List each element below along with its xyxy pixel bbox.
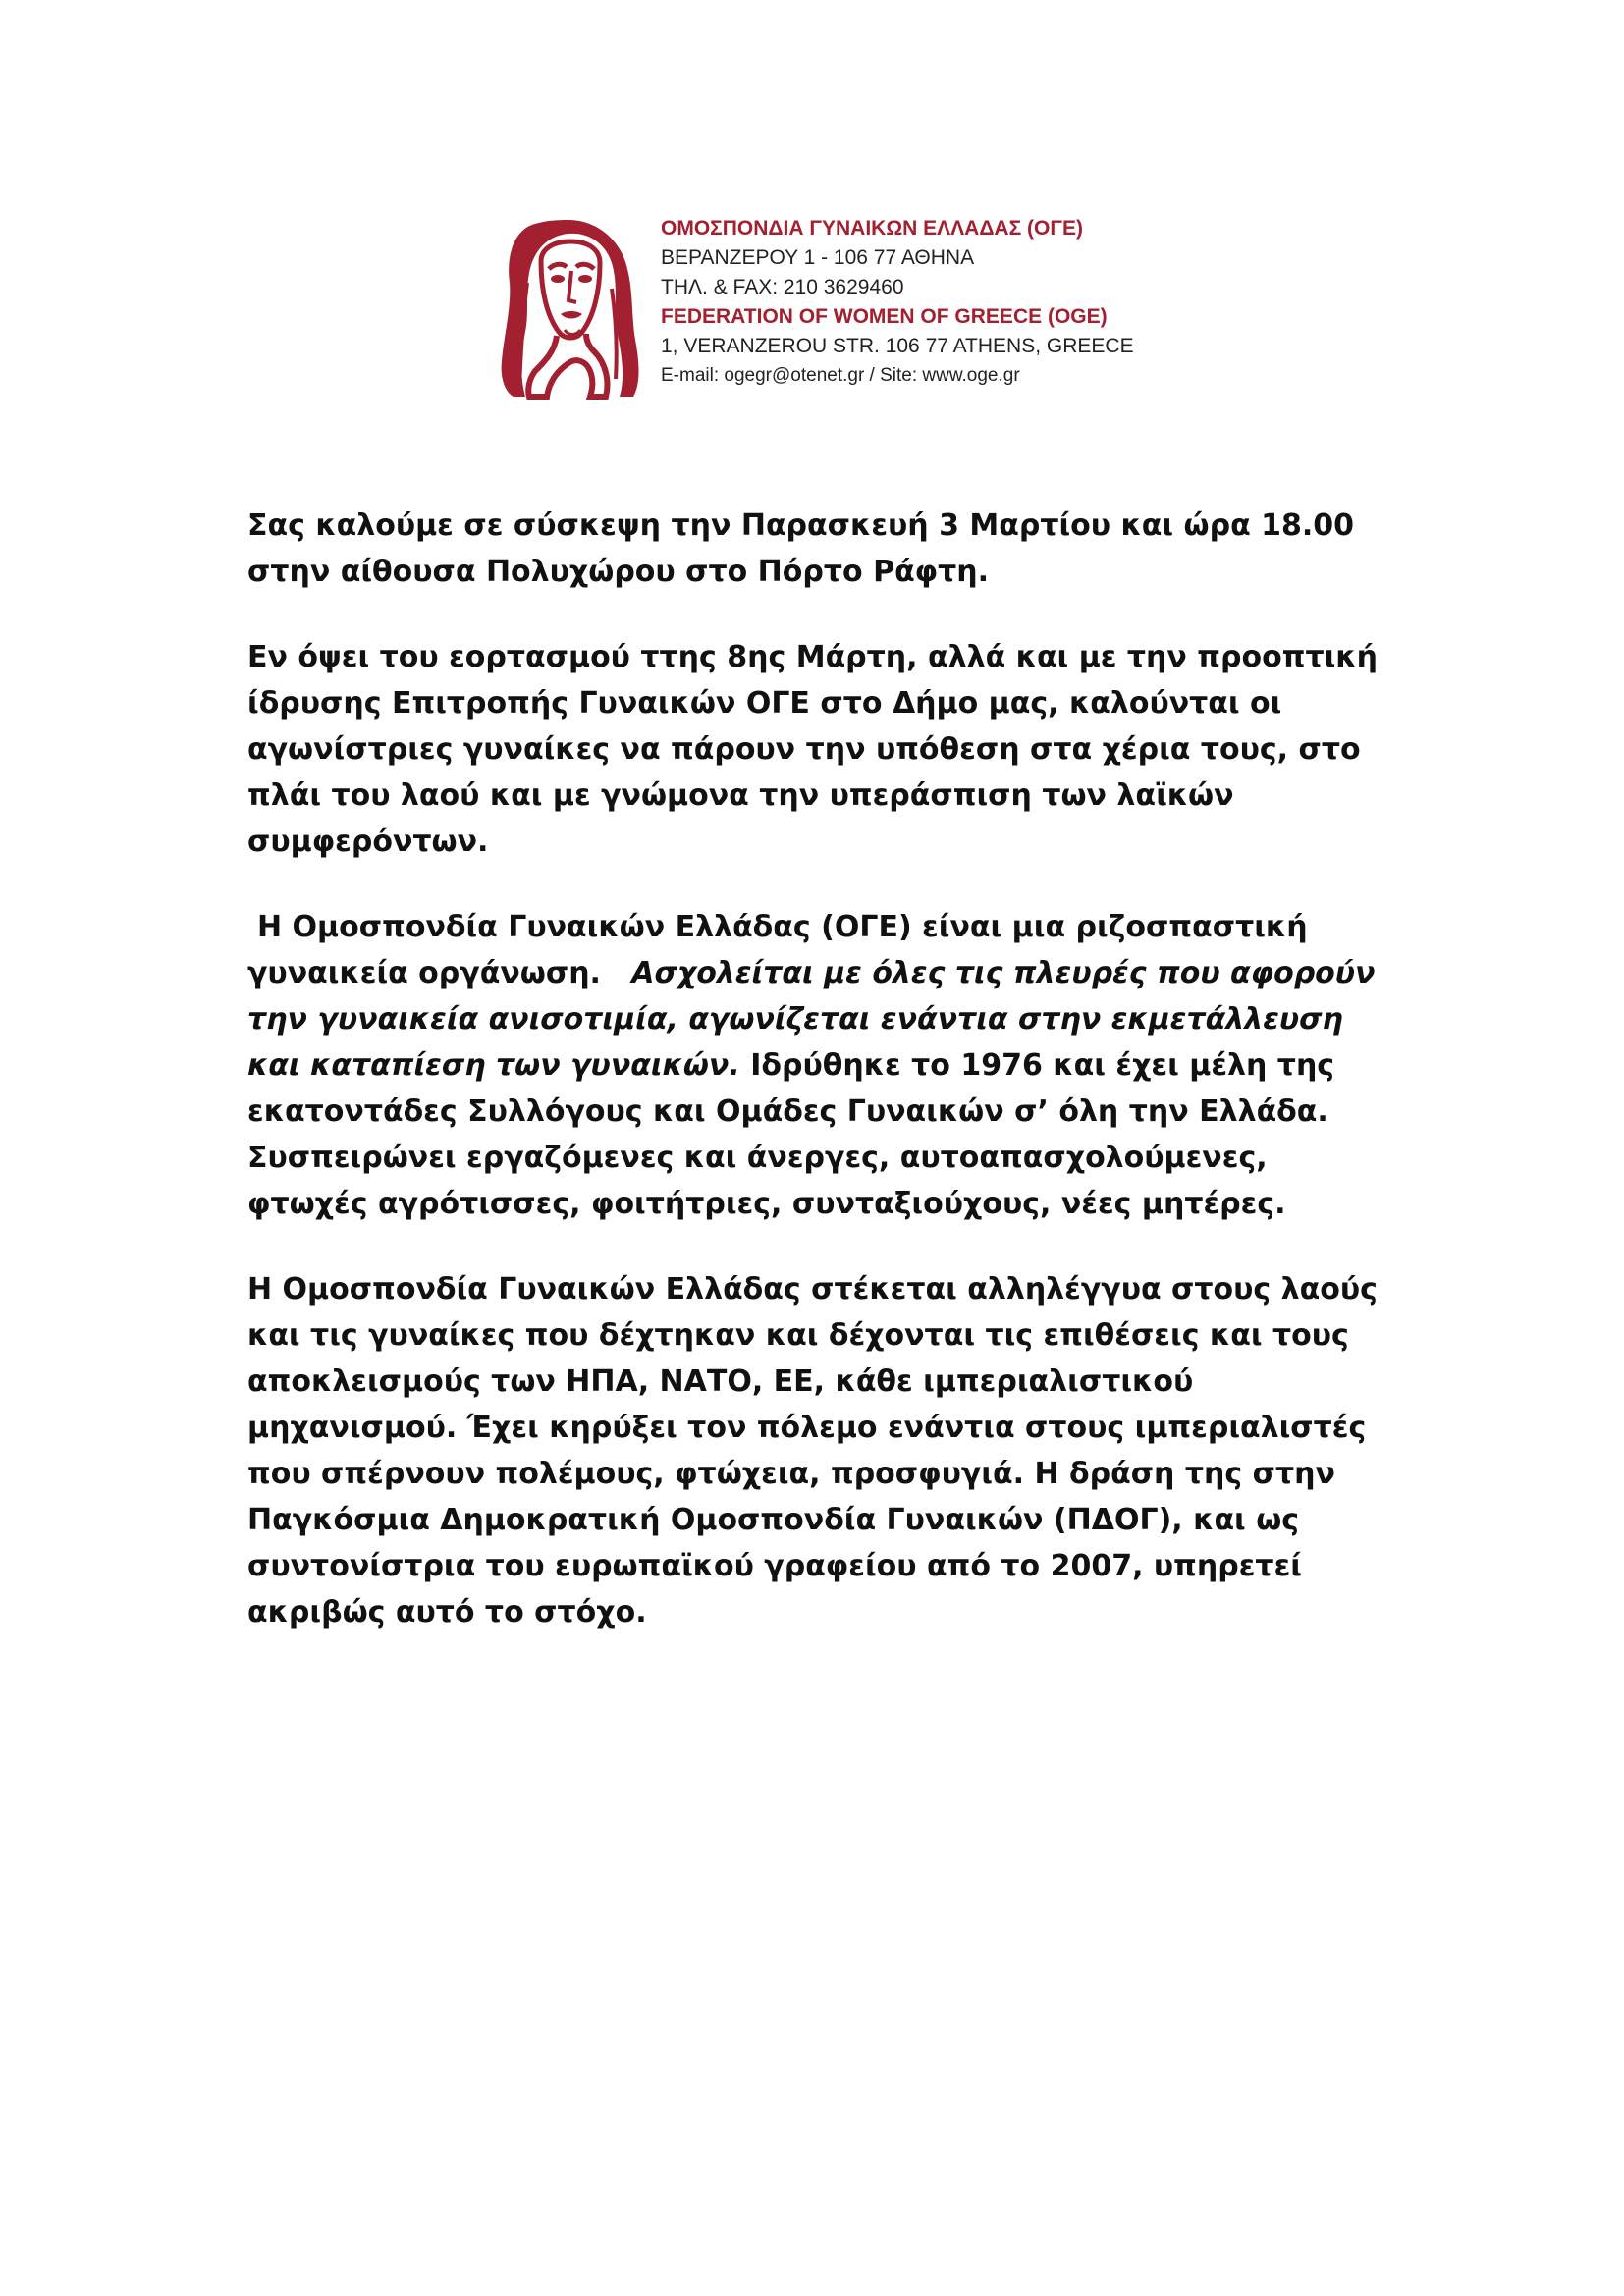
purpose-paragraph: Εν όψει του εορτασμού ττης 8ης Μάρτη, αλλά και με την προοπτική ίδρυσης Επιτροπής Γυναικών ΟΓΕ στο Δήμο μας, καλούνται οι αγωνίστριες γυναίκες να πάρουν την υπόθεση στα χέρια τους, στο πλάι του λαού και με γνώμονα την υπεράσπιση των λαϊκών συμφερόντων.: [247, 640, 1378, 859]
contact-info: E-mail: ogegr@otenet.gr / Site: www.oge.gr: [661, 365, 1020, 386]
woman-portrait-logo-icon: [496, 214, 643, 402]
phone-fax: ΤΗΛ. & FAX: 210 3629460: [661, 276, 904, 298]
about-oge-paragraph: [247, 904, 1386, 1227]
organization-info: [661, 214, 1171, 391]
about-oge-intro: Η Ομοσπονδία Γυναικών Ελλάδας (ΟΓΕ) είναι μια ριζοσπαστική γυναικεία οργάνωση.: [247, 910, 1308, 990]
letter-body: [247, 503, 1386, 1635]
org-name-greek: ΟΜΟΣΠΟΝΔΙΑ ΓΥΝΑΙΚΩΝ ΕΛΛΑΔΑΣ (ΟΓΕ): [661, 217, 1083, 240]
about-oge-focus: Ασχολείται με όλες τις πλευρές που αφορούν την γυναικεία ανισοτιμία, αγωνίζεται ενάντια στην εκμετάλλευση και καταπίεση των γυναικών.: [247, 956, 1376, 1083]
address-english: 1, VERANZEROU STR. 106 77 ATHENS, GREECE: [661, 335, 1134, 357]
org-name-english: FEDERATION OF WOMEN OF GREECE (OGE): [661, 305, 1108, 328]
letterhead: [496, 214, 1164, 410]
address-greek: ΒΕΡΑΝΖΕΡΟΥ 1 - 106 77 ΑΘΗΝΑ: [661, 246, 975, 269]
about-oge-history: Ιδρύθηκε το 1976 και έχει μέλη της εκατοντάδες Συλλόγους και Ομάδες Γυναικών σ’ όλη την Ελλάδα. Συσπειρώνει εργαζόμενες και άνεργες, αυτοαπασχολούμενες, φτωχές αγρότισσες, φοιτήτριες, συνταξιούχους, νέες μητέρες.: [247, 1048, 1335, 1221]
invitation-paragraph: Σας καλούμε σε σύσκεψη την Παρασκευή 3 Μαρτίου και ώρα 18.00 στην αίθουσα Πολυχώρου στο Πόρτο Ράφτη.: [247, 508, 1355, 589]
solidarity-paragraph: Η Ομοσπονδία Γυναικών Ελλάδας στέκεται αλληλέγγυα στους λαούς και τις γυναίκες που δέχτηκαν και δέχονται τις επιθέσεις και τους αποκλεισμούς των ΗΠΑ, ΝΑΤΟ, ΕΕ, κάθε ιμπεριαλιστικού μηχανισμού. Έχει κηρύξει τον πόλεμο ενάντια στους ιμπεριαλιστές που σπέρνουν πολέμους, φτώχεια, προσφυγιά. Η δράση της στην Παγκόσμια Δημοκρατική Ομοσπονδία Γυναικών (ΠΔΟΓ), και ως συντονίστρια του ευρωπαϊκού γραφείου από το 2007, υπηρετεί ακριβώς αυτό το στόχο.: [247, 1272, 1378, 1629]
